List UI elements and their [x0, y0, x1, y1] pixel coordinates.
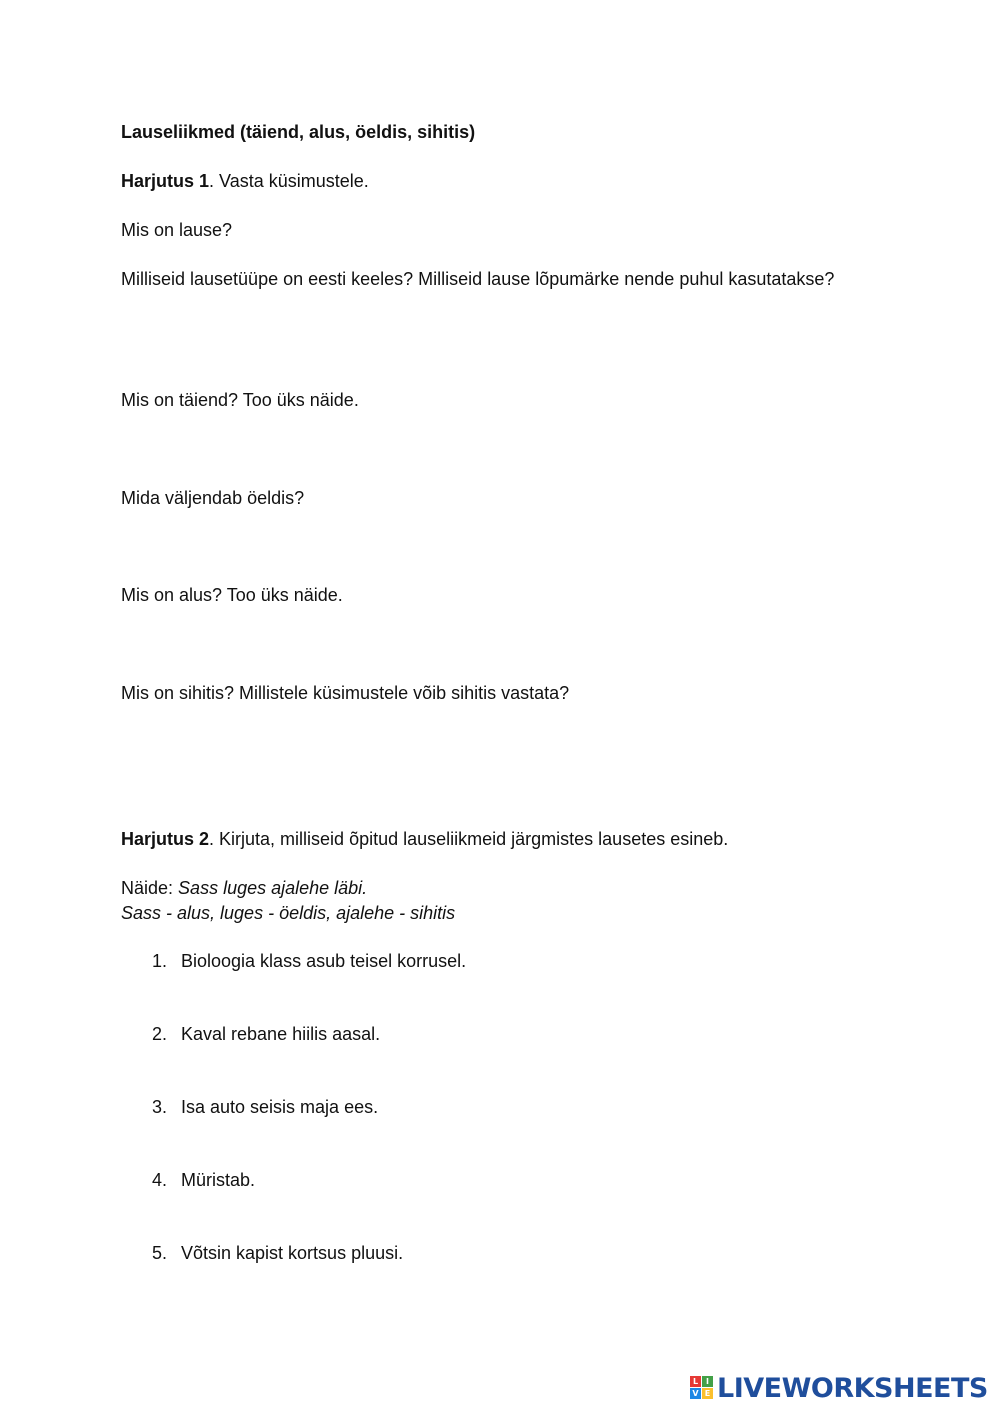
logo-letter-e: E: [702, 1388, 713, 1399]
example-answer: Sass - alus, luges - öeldis, ajalehe - sihitis: [121, 903, 456, 923]
question-4: Mida väljendab öeldis?: [121, 488, 305, 508]
liveworksheets-logo-icon: [690, 1376, 714, 1400]
exercise1-instruction: . Vasta küsimustele.: [209, 171, 369, 191]
list-item-number: 5.: [151, 1243, 167, 1263]
list-item: [121, 950, 466, 972]
logo-letter-l: L: [690, 1376, 701, 1387]
example-label: Näide:: [121, 878, 179, 898]
list-item: [121, 1169, 255, 1191]
exercise2-instruction: . Kirjuta, milliseid õpitud lauseliikmeid järgmistes lausetes esineb.: [209, 829, 729, 849]
question-1: Mis on lause?: [121, 220, 233, 240]
question-6: Mis on sihitis? Millistele küsimustele võib sihitis vastata?: [121, 683, 570, 703]
list-item-text: Isa auto seisis maja ees.: [181, 1097, 379, 1117]
question-5: Mis on alus? Too üks näide.: [121, 585, 343, 605]
liveworksheets-brand: [690, 1370, 988, 1406]
logo-letter-v: V: [690, 1388, 701, 1399]
question-2: Milliseid lausetüüpe on eesti keeles? Milliseid lause lõpumärke nende puhul kasutatakse?: [121, 269, 835, 289]
list-item: [121, 1242, 403, 1264]
logo-letter-i: I: [702, 1376, 713, 1387]
list-item-number: 1.: [151, 951, 167, 971]
list-item: [121, 1023, 380, 1045]
exercise1-heading: [121, 170, 369, 192]
list-item-text: Bioloogia klass asub teisel korrusel.: [181, 951, 467, 971]
list-item-text: Kaval rebane hiilis aasal.: [181, 1024, 381, 1044]
example-sentence: Sass luges ajalehe läbi.: [178, 878, 368, 898]
list-item-number: 4.: [151, 1170, 167, 1190]
list-item-number: 2.: [151, 1024, 167, 1044]
list-item-text: Müristab.: [181, 1170, 256, 1190]
exercise1-label: Harjutus 1: [121, 171, 210, 191]
page-title: Lauseliikmed (täiend, alus, öeldis, sihitis): [121, 122, 476, 142]
exercise2-heading: [121, 828, 728, 850]
question-3: Mis on täiend? Too üks näide.: [121, 390, 359, 410]
brand-name: LIVEWORKSHEETS: [717, 1372, 988, 1404]
list-item-text: Võtsin kapist kortsus pluusi.: [181, 1243, 404, 1263]
example-line: [121, 877, 367, 899]
exercise2-label: Harjutus 2: [121, 829, 210, 849]
list-item-number: 3.: [151, 1097, 167, 1117]
list-item: [121, 1096, 378, 1118]
